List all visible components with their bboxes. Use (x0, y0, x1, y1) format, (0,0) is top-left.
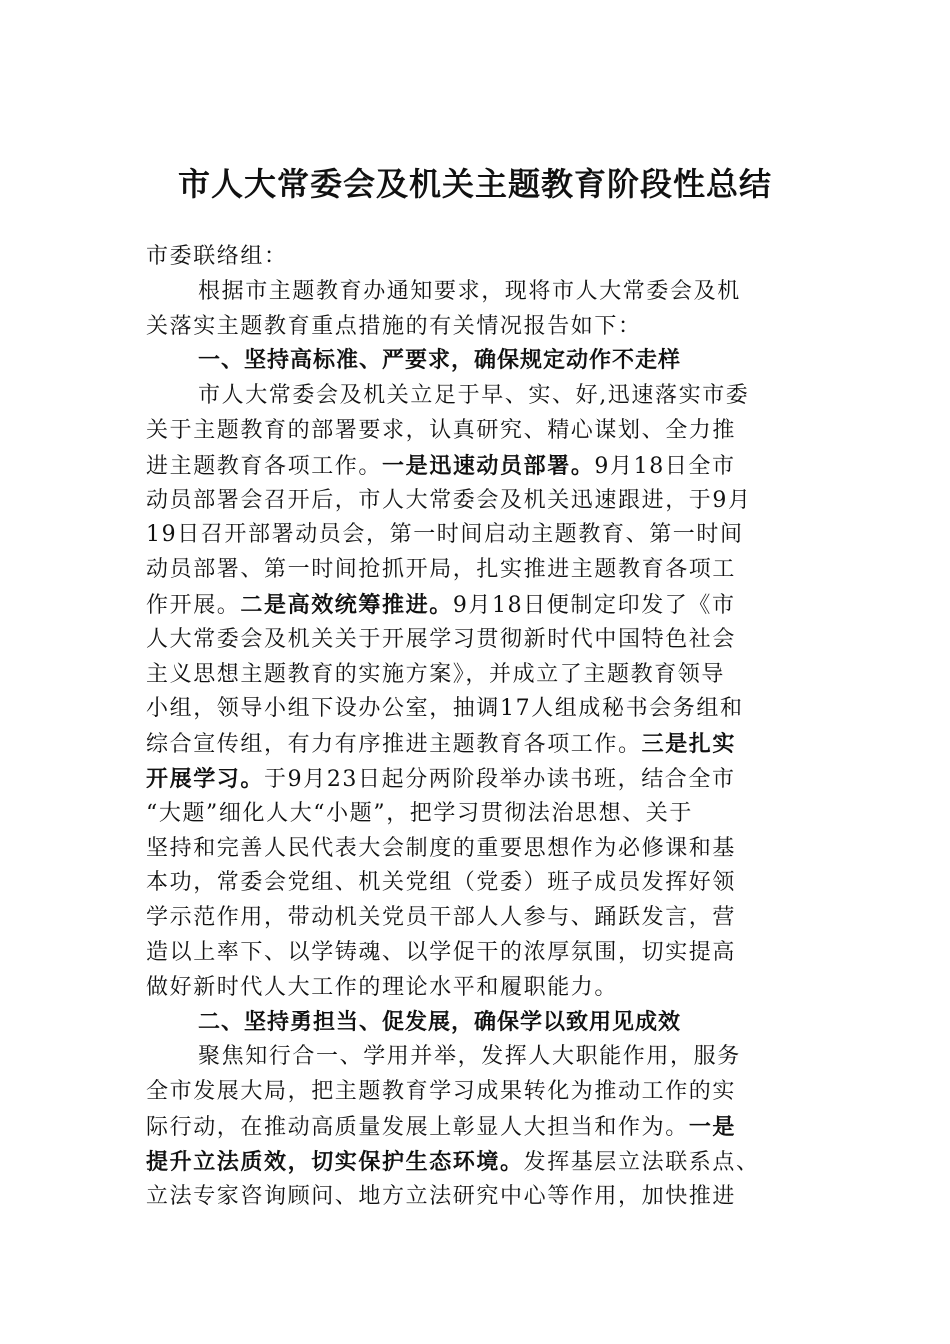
section-heading-1: 一、坚持高标准、严要求，确保规定动作不走样 (198, 348, 682, 374)
bold-key-point: 三是扎实 (641, 731, 737, 758)
paragraph-line: 本功，常委会党组、机关党组（党委）班子成员发挥好领 (146, 870, 737, 896)
paragraph-line: 主义思想主题教育的实施方案》，并成立了主题教育领导 (146, 661, 726, 687)
section-heading-2: 二、坚持勇担当、促发展，确保学以致用见成效 (198, 1009, 682, 1035)
document-body (146, 240, 808, 1214)
bold-key-point: 一是迅速动员部署。 (382, 452, 595, 479)
text-run: 发挥基层立法联系点、 (523, 1149, 760, 1175)
paragraph-line: “大题”细化人大“小题”，把学习贯彻法治思想、关于 (146, 800, 693, 826)
paragraph-line: 坚持和完善人民代表大会制度的重要思想作为必修课和基 (146, 835, 737, 861)
bold-key-point: 开展学习。 (146, 765, 265, 792)
paragraph-line: 根据市主题教育办通知要求，现将市人大常委会及机 (198, 278, 741, 304)
paragraph-line (146, 449, 808, 484)
paragraph-line: 19日召开部署动员会，第一时间启动主题教育、第一时间 (146, 522, 744, 548)
paragraph-line: 聚焦知行合一、学用并举，发挥人大职能作用，服务 (198, 1044, 741, 1070)
paragraph-line: 学示范作用，带动机关党员干部人人参与、踊跃发言，营 (146, 905, 737, 931)
paragraph-line: 立法专家咨询顾问、地方立法研究中心等作用，加快推进 (146, 1183, 737, 1209)
text-run: 际行动，在推动高质量发展上彰显人大担当和作为。 (146, 1114, 689, 1140)
paragraph-line (146, 1145, 808, 1180)
paragraph-line: 人大常委会及机关关于开展学习贯彻新时代中国特色社会 (146, 626, 737, 652)
text-run: 作开展。 (146, 592, 241, 618)
paragraph-line: 做好新时代人大工作的理论水平和履职能力。 (146, 974, 619, 1000)
bold-key-point: 提升立法质效，切实保护生态环境。 (146, 1148, 524, 1175)
text-run: 9月18日便制定印发了《市 (452, 592, 736, 618)
text-run: 于9月23日起分两阶段举办读书班，结合全市 (264, 766, 736, 792)
bold-key-point: 一是 (688, 1113, 737, 1140)
paragraph-line: 全市发展大局，把主题教育学习成果转化为推动工作的实 (146, 1079, 737, 1105)
text-run: 9月18日全市 (594, 453, 736, 479)
paragraph-line: 动员部署会召开后，市人大常委会及机关迅速跟进，于9月 (146, 487, 752, 513)
paragraph-line (146, 762, 808, 797)
text-run: 综合宣传组，有力有序推进主题教育各项工作。 (146, 732, 642, 758)
paragraph-line: 动员部署、第一时间抢抓开局，扎实推进主题教育各项工 (146, 557, 737, 583)
paragraph-line: 造以上率下、以学铸魂、以学促干的浓厚氛围，切实提高 (146, 939, 737, 965)
paragraph-line: 关落实主题教育重点措施的有关情况报告如下： (146, 313, 642, 339)
paragraph-line (146, 727, 808, 762)
paragraph-line (146, 1110, 808, 1145)
paragraph-line: 关于主题教育的部署要求，认真研究、精心谋划、全力推 (146, 417, 737, 443)
document-title: 市人大常委会及机关主题教育阶段性总结 (177, 165, 772, 203)
bold-key-point: 二是高效统筹推进。 (240, 591, 453, 618)
paragraph-line: 市人大常委会及机关立足于早、实、好,迅速落实市委 (198, 383, 750, 409)
paragraph-line (146, 588, 808, 623)
text-run: 进主题教育各项工作。 (146, 453, 383, 479)
paragraph-line: 小组，领导小组下设办公室，抽调17人组成秘书会务组和 (146, 696, 744, 722)
salutation: 市委联络组： (146, 244, 288, 269)
